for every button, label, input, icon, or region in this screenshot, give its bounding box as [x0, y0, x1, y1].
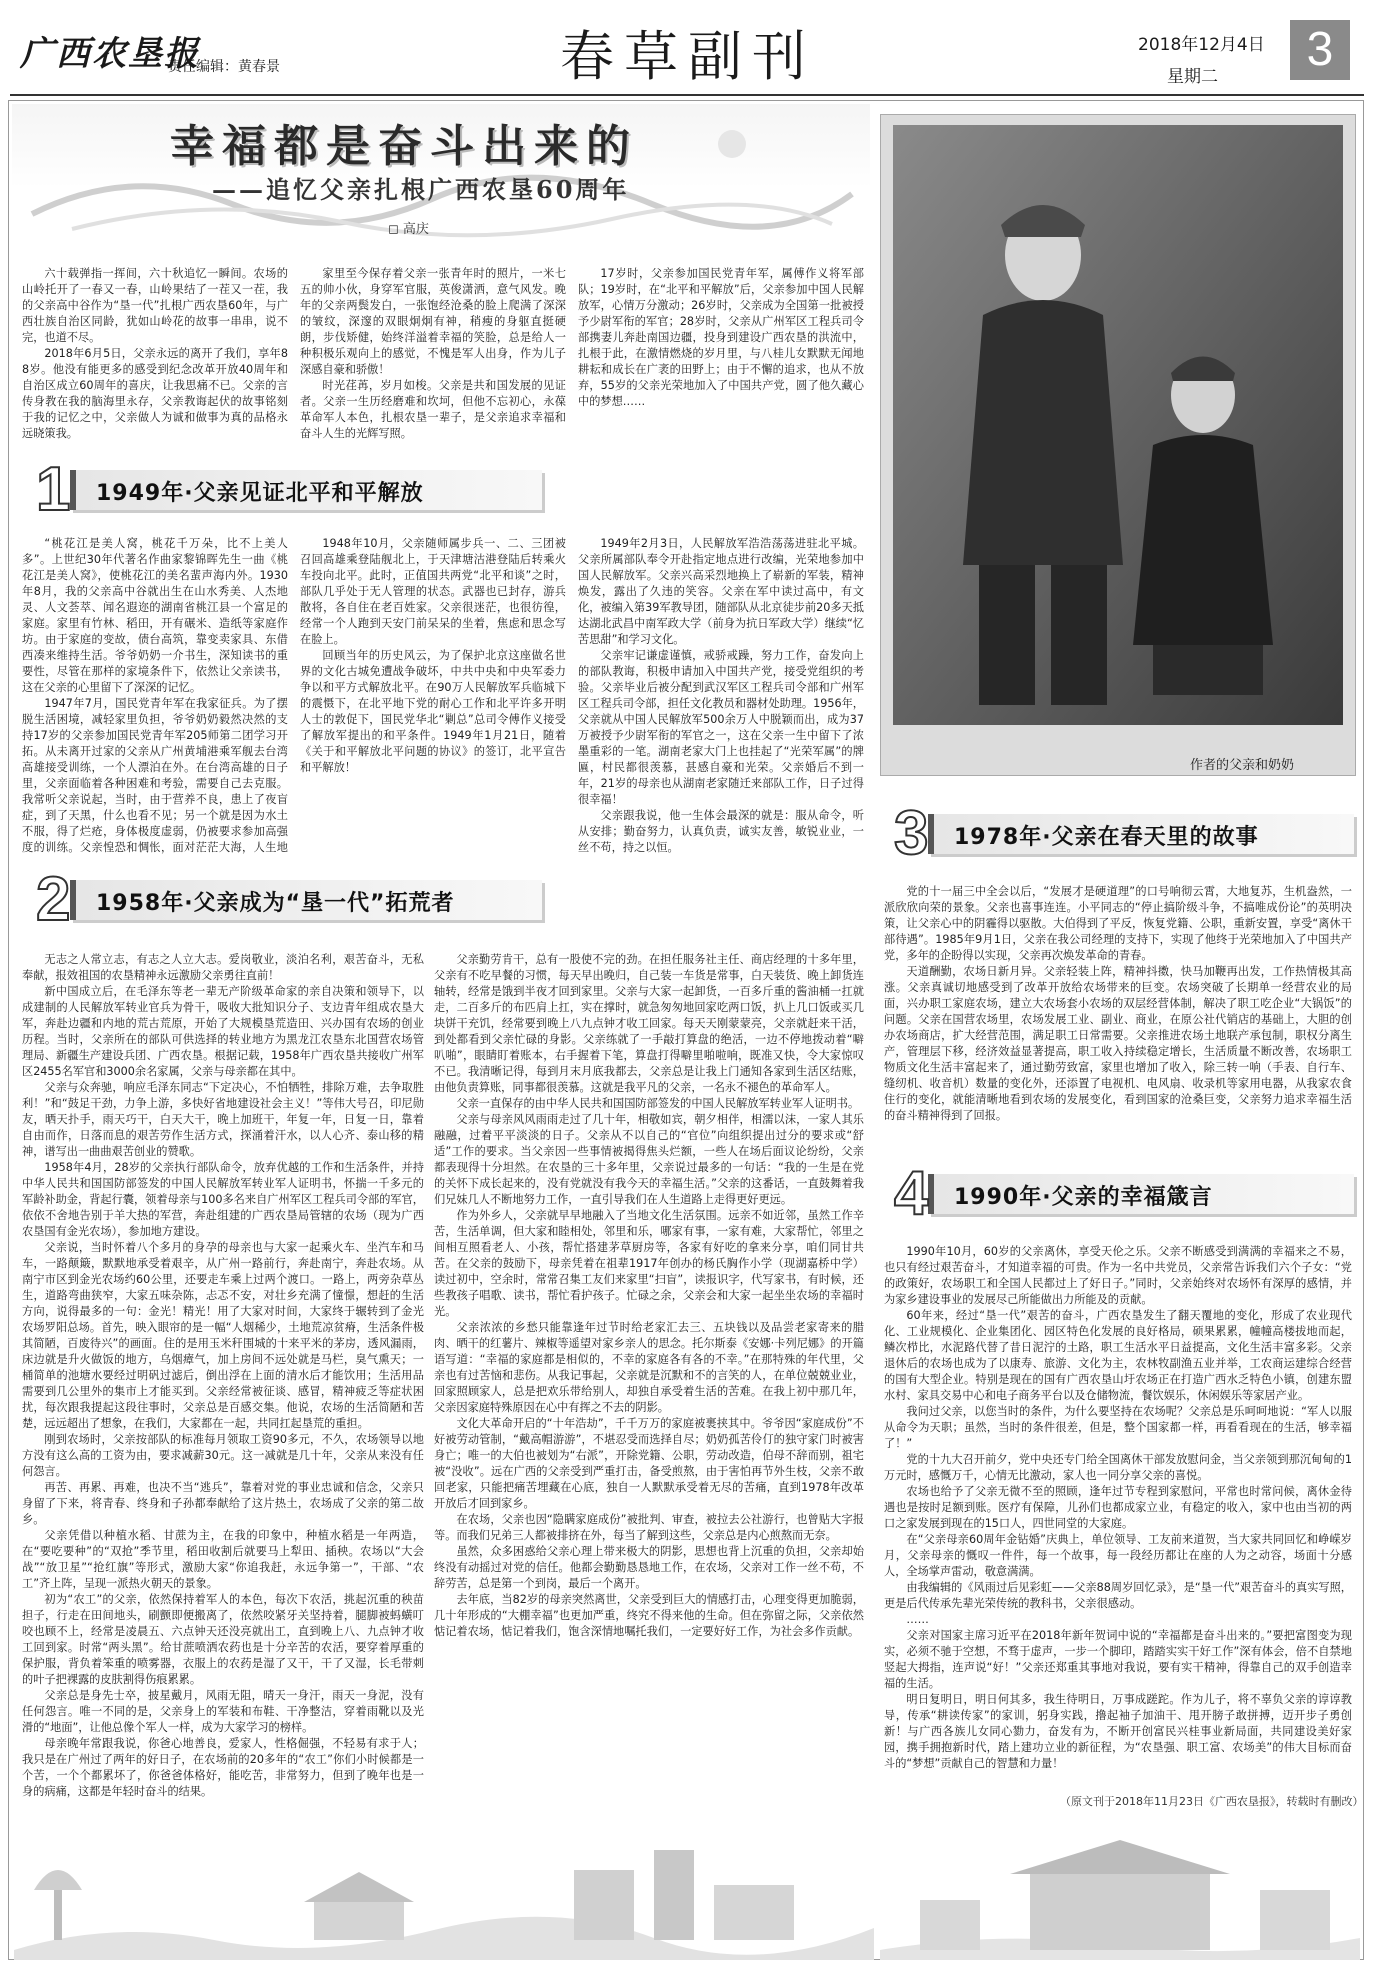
- intro-paragraph: 17岁时，父亲参加国民党青年军，属傅作义将军部队；19岁时，在“北平和平解放”后，父亲参加中国人民解放军，心情万分激动；26岁时，父亲成为全国第一批被授予少尉军衔的军官；28岁时，父亲从广州军区工程兵司令部携妻儿奔赴南国边疆，投身到建设广西农垦的洪流中，扎根于此，在激情燃烧的岁月里，与八桂儿女默默无闻地耕耘和成长在广袤的田野上；由于不懈的追求，也从不放弃，55岁的父亲光荣地加入了中国共产党，圆了他久藏心中的梦想……: [578, 267, 864, 408]
- body-paragraph: 新中国成立后，在毛泽东等老一辈无产阶级革命家的亲自决策和领导下，以成建制的人民解放军转业官兵为骨干，吸收大批知识分子、支边青年组成农垦大军，奔赴边疆和内地的荒古荒原，开始了大规模垦荒造田、兴办国有农场的创业历程。当时，父亲所在的部队可供选择的转业地方为黑龙江农垦东北国营农场管理局、新疆生产建设兵团、广西农垦。根据记载，1958年广西农垦共接收广州军区2455名军官和3000余名家属，父亲与母亲都在其中。: [22, 985, 424, 1078]
- body-paragraph: 在“父亲母亲60周年金钻婚”庆典上，单位领导、工友前来道贺，当大家共同回忆和峥嵘岁月，父亲母亲的慨叹一件件，每一个故事，每一段经历都让在座的人为之动容，场面十分感人，全场掌声雷动，敬意满满。: [884, 1533, 1352, 1578]
- body-paragraph: 父亲一直保存的由中华人民共和国国防部签发的中国人民解放军转业军人证明书。: [456, 1097, 860, 1110]
- section-number: 2: [36, 865, 71, 934]
- section-2-column-1: [22, 952, 424, 1802]
- intro-column-1: [22, 266, 288, 446]
- body-paragraph: 党的十九大召开前夕，党中央还专门给全国离休干部发放慰问金，当父亲领到那沉甸甸的1万元时，感慨万千，心情无比激动，家人也一同分享父亲的喜悦。: [884, 1453, 1352, 1482]
- masthead: [0, 0, 1374, 90]
- section-1-column-1: [22, 536, 288, 856]
- body-paragraph: 明日复明日，明日何其多，我生待明日，万事成蹉跎。作为儿子，将不辜负父亲的谆谆教导，传承“耕读传家”的家训，躬身实践，撸起袖子加油干、甩开膀子敢拼搏，迈开步子勇创新！与广西各族儿女同心勠力，奋发有为，不断开创富民兴桂事业新局面，共同建设美好家园，携手拥抱新时代，踏上建功立业的新征程，为“农垦强、职工富、农场美”的伟大目标而奋斗的“梦想”贡献自己的智慧和力量！: [884, 1693, 1352, 1770]
- photo-caption: 作者的父亲和奶奶: [1190, 758, 1295, 773]
- section-number: 4: [894, 1159, 929, 1228]
- section-2-heading: [36, 865, 536, 934]
- body-paragraph: ……: [906, 1613, 929, 1626]
- body-paragraph: 由我编辑的《风雨过后见彩虹——父亲88周岁回忆录》，是“垦一代”艰苦奋斗的真实写照，更是后代传承先辈光荣传统的教科书，父亲很感动。: [884, 1581, 1352, 1610]
- section-1-column-2: [300, 536, 566, 856]
- reprint-credit: （原文刊于2018年11月23日《广西农垦报》，转载时有删改）: [1060, 1795, 1364, 1808]
- issue-weekday: 星期二: [1167, 67, 1218, 87]
- section-title: 1949年·父亲见证北平和平解放: [96, 481, 424, 506]
- section-title: 1990年·父亲的幸福箴言: [954, 1185, 1213, 1210]
- section-4-heading: [894, 1159, 1354, 1228]
- body-paragraph: 我问过父亲，以您当时的条件，为什么要坚持在农场呢？父亲总是乐呵呵地说：“军人以服从命令为天职；虽然，当时的条件很差，但是，整个国家都一样，再看看现在的生活，够幸福了！”: [884, 1405, 1352, 1450]
- section-title: 1958年·父亲成为“垦一代”拓荒者: [96, 891, 455, 916]
- article-title: 幸福都是奋斗出来的: [170, 121, 638, 172]
- article-subtitle: ——追忆父亲扎根广西农垦60周年: [212, 175, 630, 204]
- body-paragraph: 父亲跟我说，他一生体会最深的就是：服从命令，听从安排；勤奋努力，认真负责，诚实友善，敏锐业业，一丝不苟，持之以恒。: [578, 809, 864, 854]
- page-number: 3: [1290, 20, 1350, 80]
- body-paragraph: 文化大革命开启的“十年浩劫”，千千万万的家庭被裹挟其中。爷爷因“家庭成份”不好被劳动管制，“戴高帽游游”，不堪忍受而选择自尽；奶奶孤苦伶仃的独守家门时被害身亡；唯一的大伯也被划为“右派”，开除党籍、公职，劳动改造，伯母不辞而别，祖宅被“没收”。远在广西的父亲受到严重打击，备受煎熬，由于害怕再节外生枝，父亲不敢回老家，只能把痛苦埋藏在心底，独自一人默默承受着无尽的苦痛，直到1978年改革开放后才回到家乡。: [434, 1417, 864, 1510]
- body-paragraph: 刚到农场时，父亲按部队的标准每月领取工资90多元，不久，农场领导以地方没有这么高的工资为由，要求减薪30元。这一减就是几十年，父亲从来没有任何怨言。: [22, 1433, 424, 1478]
- body-paragraph: 父亲与母亲风风雨雨走过了几十年，相敬如宾，朝夕相伴，相濡以沫，一家人其乐融融，过着平平淡淡的日子。父亲从不以自己的“官位”向组织提出过分的要求或“舒适”工作的要求。当父亲因一些事情被揭得焦头烂额，一些人在场后面议论纷纷，父亲都表现得十分坦然。在农垦的三十多年里，父亲说过最多的一句话：“我的一生是在党的关怀下成长起来的，没有党就没有我今天的幸福生活。”父亲的这番话，一直鼓舞着我们兄妹几人不断地努力工作，一直引导我们在人生道路上走得更好更远。: [434, 1113, 864, 1206]
- body-paragraph: 1948年10月，父亲随师属步兵一、二、三团被召回高雄乘登陆舰北上，于天津塘沽港登陆后转乘火车投向北平。此时，正值国共两党“北平和谈”之时，部队几乎处于无人管理的状态。武器也已封存，游兵散将，各自住在老百姓家。父亲很迷茫，也很彷徨，经常一个人跑到天安门前呆呆的坐着，焦虑和思念写在脸上。: [300, 537, 566, 646]
- issue-date: 2018年12月4日: [1138, 35, 1265, 55]
- body-paragraph: 父亲总是身先士卒，披星戴月，风雨无阻，晴天一身汗，雨天一身泥，没有任何怨言。唯一不同的是，父亲身上的军装和布鞋、干净整洁，穿着雨靴以及光滑的“地面”，让他总像个军人一样，成为大家学习的榜样。: [22, 1689, 424, 1734]
- body-paragraph: 父亲与众奔驰，响应毛泽东同志“下定决心，不怕牺牲，排除万难，去争取胜利！”和“鼓足干劲，力争上游，多快好省地建设社会主义！”等伟大号召，印尼勋友，晒天扑手，雨天巧干，白天大干，晚上加班干，年复一年，日复一日，靠着自由而作，日落而息的艰苦劳作生活方式，探涌着汗水，以人心齐、泰山移的精神，谱写出一曲曲艰苦创业的赞歌。: [22, 1081, 424, 1158]
- body-paragraph: 父亲浓浓的乡愁只能靠逢年过节时给老家汇去三、五块钱以及品尝老家寄来的腊肉、晒干的红薯片、辣椒等遥望对家乡亲人的思念。托尔斯泰《安娜·卡列尼娜》的开篇语写道：“幸福的家庭都是相似的，不幸的家庭各有各的不幸。”在那特殊的年代里，父亲也有过苦恼和悲伤。从我记事起，父亲就是沉默和不的言笑的人，在单位兢兢业业，回家照顾家人，总是把欢乐带给别人，却独自承受着生活的苦难。在我上初中那几年，父亲因家庭特殊原因在心中有挥之不去的阴影。: [434, 1321, 864, 1414]
- intro-paragraph: 2018年6月5日，父亲永远的离开了我们，享年88岁。他没有能更多的感受到纪念改革开放40周年和自治区成立60周年的喜庆，让我思痛不已。父亲的言传身教在我的脑海里永存，父亲教诲起伏的故事铭刻于我的记忆之中，父亲做人为诚和做事为真的品格永远晓策我。: [22, 347, 288, 440]
- body-paragraph: 虽然，众多困惑给父亲心理上带来极大的阴影，思想也背上沉重的负担，父亲却始终没有动摇过对党的信任。他都会勤勤恳恳地工作，在农场，父亲对工作一丝不苟，不辞劳苦，总是第一个到岗，最后一个离开。: [434, 1545, 864, 1590]
- section-number: 3: [894, 799, 929, 868]
- body-paragraph: 父亲说，当时怀着八个多月的身孕的母亲也与大家一起乘火车、坐汽车和马车，一路颠簸，默默地承受着艰辛，从广州一路前行，奔赴南宁，奔赴农场。从南宁市区到金光农场约60公里，还要走车乘上过两个渡口。一路上，两旁杂草丛生，道路弯曲狭窄，大家五味杂陈，忐忑不安，对壮乡充满了憧憬，想赶的生活方向，说得最多的一句：金光！精光！用了大家对时间，大家终于辗转到了金光农场罗阳总场。首先，映入眼帘的是一幅“人烟稀少，土地荒凉贫瘠，生活条件极其简陋，百废待兴”的画面。住的是用玉米秆围城的十来平米的茅房，透风漏雨，床边就是升火做饭的地方，乌烟瘴气，加上房间不远处就是马栏，臭气熏天；一桶简单的池塘水要经过明矾过滤后，倒出浮在上面的清水后才能饮用；生活用品需要到几公里外的集市上才能买到。父亲经常被征谈、感冒，精神疲乏等症状困扰，每次跟我提起这段往事时，父亲总是百感交集。他说，农场的生活简陋和苦楚，远远超出了想象，在我们，大家都在一起，共同扛起垦荒的重担。: [22, 1241, 424, 1430]
- section-3-column: [884, 884, 1352, 1154]
- section-2-column-2: [434, 952, 864, 1802]
- body-paragraph: 作为外乡人，父亲就早早地融入了当地文化生活氛围。远亲不如近邻，虽然工作辛苦，生活单调，但大家和睦相处，邻里和乐，哪家有事，一家有难，大家帮忙，邻里之间相互照看老人、小孩，帮忙搭建茅草厨房等，各家有好吃的拿来分享，咱们同甘共苦。在父亲的鼓励下，母亲凭着在祖辈1917年创办的杨氏胸作小学（现湖嘉桥中学）读过初中，空余时，常常召集工友们来家里“扫盲”，读报识字，代写家书，有时候，还些教孩子唱歌、读书，帮忙看护孩子。忙碌之余，父亲会和大家一起坐坐农场的幸福时光。: [434, 1209, 864, 1318]
- farm-landscape-icon: [14, 1810, 874, 1960]
- intro-paragraph: 时光荏苒，岁月如梭。父亲是共和国发展的见证者。父亲一生历经磨难和坎坷，但他不忘初心，永葆革命军人本色，扎根农垦一辈子，是父亲追求幸福和奋斗人生的光辉写照。: [300, 379, 566, 440]
- body-paragraph: 1947年7月，国民党青年军在我家征兵。为了摆脱生活困境，减轻家里负担，爷爷奶奶毅然决然的支持17岁的父亲参加国民党青年军205师第二团学习开拓。从未离开过家的父亲从广州黄埔港乘军舰去台湾高雄接受训练，一个人漂泊在外。在台湾高雄的日子里，父亲面临着各种困难和考验，需要自己去克服。我常听父亲说起，当时，由于营养不良，患上了夜盲症，到了天黑，什么也看不见；另一个就是因为水土不服，得了烂疮，身体极度虚弱，仍被要求参加高强度的训练。父亲惶恐和惆怅，面对茫茫大海，人生地: [22, 697, 288, 854]
- body-paragraph: 1990年10月，60岁的父亲离休，享受天伦之乐。父亲不断感受到满满的幸福来之不易，也只有经过艰苦奋斗，才知道幸福的可贵。作为一名中共党员，父亲常告诉我们六个子女：“党的政策好，农场职工和全国人民都过上了好日子。”同时，父亲始终对农场怀有深厚的感情，并为家乡建设事业的发展尽己所能做出力所能及的贡献。: [884, 1245, 1352, 1306]
- body-paragraph: 父亲牢记谦虚谨慎，戒骄戒躁，努力工作，奋发向上的部队教诲，积极申请加入中国共产党，接受党组织的考验。父亲毕业后被分配到武汉军区工程兵司令部和广州军区工程兵司令部，担任文化教员和器材处助理。1956年，父亲就从中国人民解放军500余万人中脱颖而出，成为37万被授予少尉军衔的军官之一，这在父亲一生中留下了浓墨重彩的一笔。湖南老家大门上也挂起了“光荣军属”的牌匾，村民都很羡慕，甚感自豪和光荣。父亲婚后不到一年，21岁的母亲也从湖南老家随迁来部队工作，日子过得很幸福！: [578, 649, 864, 806]
- section-4-column: [884, 1244, 1352, 1792]
- body-paragraph: 党的十一届三中全会以后，“发展才是硬道理”的口号响彻云霄，大地复苏，生机盎然，一派欣欣向荣的景象。父亲也喜事连连。小平同志的“停止搞阶级斗争，不搞唯成份论”的英明决策，让父亲心中的阴霾得以驱散。大伯得到了平反，恢复党籍、公职，重新安置，享受“离休干部待遇”。1985年9月1日，父亲在我公司经理的支持下，实现了他终于光荣地加入了中国共产党，多年的企盼得以实现，父亲再次焕发革命的青春。: [884, 885, 1352, 962]
- intro-paragraph: 家里至今保存着父亲一张青年时的照片，一米七五的帅小伙，身穿军官服，英俊潇洒，意气风发。晚年的父亲两鬓发白，一张饱经沧桑的脸上爬满了深深的皱纹，深邃的双眼炯炯有神，稍瘦的身躯直挺硬朗，步伐矫健，始终洋溢着幸福的笑脸，总是给人一种积极乐观向上的感觉，不愧是军人出身，作为儿子深感自豪和骄傲！: [300, 267, 566, 376]
- body-paragraph: 1958年4月，28岁的父亲执行部队命令，放弃优越的工作和生活条件，并持中华人民共和国国防部签发的中国人民解放军转业军人证明书，怀揣一千多元的军龄补助金，背起行囊，领着母亲与100多名来自广州军区工程兵司令部的军官，依依不舍地告别于羊大热的军营，奔赴组建的广西农垦局管辖的农场（现为广西农垦国有金光农场），参加地方建设。: [22, 1161, 424, 1238]
- article-byline: ◻ 高庆: [388, 222, 429, 237]
- body-paragraph: 父亲对国家主席习近平在2018年新年贺词中说的“幸福都是奋斗出来的。”要把富图变为现实，必须不驰于空想，不骛于虚声，一步一个脚印，踏踏实实干好工作”深有体会，倍不自禁地竖起大拇指，连声说“好！”父亲还郑重其事地对我说，要有实干精神，得靠自己的双手创造幸福的生活。: [884, 1629, 1352, 1690]
- body-paragraph: 农场也给予了父亲无微不至的照顾，逢年过节专程到家慰问，平常也时常问候，离休金待遇也是按时足额到账。医疗有保障，儿孙们也都成家立业，有稳定的收入，家中也由当初的两口之家发展到现在的15口人，四世同堂的大家庭。: [884, 1485, 1352, 1530]
- section-1-heading: [36, 455, 536, 524]
- intro-paragraph: 六十载弹指一挥间，六十秋追忆一瞬间。农场的山岭托开了一春又一春，山岭果结了一茬又一茬，我的父亲高中谷作为“垦一代”扎根广西农垦60年，与广西壮族自治区同龄，犹如山岭花的故事一串串，说不完，也道不尽。: [22, 267, 288, 344]
- section-title: 1978年·父亲在春天里的故事: [954, 825, 1259, 850]
- body-paragraph: 无志之人常立志，有志之人立大志。爱岗敬业，淡泊名利，艰苦奋斗，无私奉献，报效祖国的农垦精神永远激励父亲勇往直前！: [22, 953, 424, 982]
- section-1-column-3: [578, 536, 864, 856]
- body-paragraph: 父亲凭借以种植水稻、甘蔗为主，在我的印象中，种植水稻是一年两造，在“要吃要种”的“双抢”季节里，稻田收割后就要马上犁田、插秧。农场以“大会战”“放卫星”“抢红旗”等形式，激励大家“你追我赶，永远争第一”，干部、“农工”齐上阵，呈现一派热火朝天的景象。: [22, 1529, 424, 1590]
- section-3-heading: [894, 799, 1354, 868]
- masthead-rule: [10, 94, 1364, 96]
- body-paragraph: 再苦、再累、再难，也决不当“逃兵”，靠着对党的事业忠诚和信念，父亲只身留了下来，将青春、终身和子孙都奉献给了这片热土，农场成了父亲的第二故乡。: [22, 1481, 424, 1526]
- responsible-editor: 责任编辑：黄春景: [168, 59, 280, 75]
- newspaper-logo: 广西农垦报: [20, 34, 200, 74]
- body-paragraph: 母亲晚年常跟我说，你爸心地善良，爱家人，性格倔强，不轻易有求于人；我只是在广州过了两年的好日子，在农场前的20多年的“农工”你们小时候都是一个苦，一个个都累坏了，你爸爸体格好，能吃苦，非常努力，但到了晚年也是一身的病痛，这都是年轻时奋斗的结果。: [22, 1737, 424, 1798]
- body-paragraph: 60年来，经过“垦一代”艰苦的奋斗，广西农垦发生了翻天覆地的变化，形成了农业现代化、工业规模化、企业集团化、园区特色化发展的良好格局，硕果累累，幢幢高楼拔地而起，鳞次栉比，水泥路代替了昔日泥泞的土路，职工生活水平日益提高，文化生活丰富多彩。父亲退休后的农场也成为了以康寿、旅游、文化为主，农林牧副渔五业并举，工农商运建综合经营的国有大型企业。特别是现在的国有广西农垦山圩农场正在打造广西水乏特色小镇，创建东盟水村、家具交易中心和电子商务平台以及仓储物流，餐饮娱乐，休闲娱乐等家居产业。: [884, 1309, 1352, 1402]
- body-paragraph: 1949年2月3日，人民解放军浩浩荡荡进驻北平城。父亲所属部队奉令开赴指定地点进行改编，光荣地参加中国人民解放军。父亲兴高采烈地换上了崭新的军装，精神焕发，露出了久违的笑容。父亲在军中读过高中，有文化，被编入第39军教导团，随部队从北京徒步前20多天抵达湖北武昌中南军政大学（前身为抗日军政大学）继续“忆苦思甜”和学习文化。: [578, 537, 864, 646]
- section-number: 1: [36, 455, 71, 524]
- body-paragraph: 回顾当年的历史风云，为了保护北京这座做名世界的文化古城免遭战争破坏，中共中央和中央军委力争以和平方式解放北平。在90万人民解放军兵临城下的震慑下，在北平地下党的耐心工作和北平许多开明人士的敦促下，国民党华北“剿总”总司令傅作义接受了解放军提出的和平条件。1949年1月21日，随着《关于和平解放北平问题的协议》的签订，北平宣告和平解放！: [300, 649, 566, 774]
- body-paragraph: 初为“农工”的父亲，依然保持着军人的本色，每次下农活，挑起沉重的秧苗担子，行走在田间地头，刷颤即便搬离了，依然咬紧牙关坚持着，腿脚被蚂蟥叮咬也顾不上，经常是凌晨五、六点钟天还没亮就出工，直到晚上八、九点钟才收工回到家。时常“两头黑”。给甘蔗喷洒农药也是十分辛苦的农活，要穿着厚重的保护服，背负着笨重的喷雾器，衣服上的农药是湿了又干，干了又湿，长毛带刺的叶子把裸露的皮肤割得伤痕累累。: [22, 1593, 424, 1686]
- section-title: 春草副刊: [560, 25, 816, 88]
- body-paragraph: “桃花江是美人窝，桃花千万朵，比不上美人多”。上世纪30年代著名作曲家黎锦晖先生一曲《桃花江是美人窝》，使桃花江的美名蜚声海内外。1930年8月，我的父亲高中谷就出生在山水秀美、人杰地灵、人文荟萃、闻名遐迩的湖南省桃江县一个富足的家庭。家里有竹林、稻田，开有碾米、造纸等家庭作坊。由于家庭的变故，债台高筑，靠变卖家具、东借西凑来维持生活。爷爷奶奶一介书生，深知读书的重要性，尽管在那样的家境条件下，依然让父亲读书，这在父亲的心里留下了深深的记忆。: [22, 537, 288, 694]
- body-paragraph: 在农场，父亲也因“隐瞒家庭成份”被批判、审查，被拉去公社游行，也曾贴大字报等。而我们兄弟三人都被排挤在外，每当了解到这些，父亲总是内心煎熬而无奈。: [434, 1513, 864, 1542]
- intro-column-3: [578, 266, 864, 446]
- historical-photo: [880, 114, 1356, 776]
- photo-portrait-icon: [893, 125, 1343, 725]
- city-skyline-icon: [880, 1830, 1360, 1960]
- body-paragraph: 父亲勤劳肯干，总有一股使不完的劲。在担任服务社主任、商店经理的十多年里，父亲有不吃早餐的习惯，每天早出晚归，自己装一车货是常事，白天装货、晚上卸货连轴转，经常是饿到半夜才回到家里。父亲与大家一起卸货，一百多斤重的酱油桶一扛就走，二百多斤的布匹肩上扛，实在撑时，就急匆匆地回家吃两口饭，扒上几口饭或买几块饼干充饥，经常要到晚上八九点钟才收工回家。每天天刚蒙蒙亮，父亲就赶来干活，到处都看到父亲忙碌的身影。父亲练就了一手敲打算盘的绝活，一边不停地拨动着“噼叭啪”，眼睛盯着账本，右手握着下笔，算盘打得噼里啪啦响，既准又快，令大家惊叹不已。我清晰记得，每到月末月底我都去，父亲总是让我上门通知各家到生活区结账，由他负责算账，同事都很羡慕。这就是我平凡的父亲，一名永不褪色的革命军人。: [434, 953, 864, 1094]
- intro-column-2: [300, 266, 566, 446]
- body-paragraph: 天道酬勤，农场日新月异。父亲轻装上阵，精神抖擞，快马加鞭再出发，工作热情极其高涨。父亲真诚切地感受到了改革开放给农场带来的巨变。农场突破了长期单一经营农业的局面，兴办职工家庭农场，建立大农场套小农场的双层经营体制，解决了职工吃企业“大锅饭”的问题。父亲在国营农场里，农场发展工业、副业、商业，在原公社代销店的基础上，大胆的创办农场商店，扩大经营范围，满足职工日常需要。父亲推进农场土地联产承包制，职权分离生产，管理层下移，经济效益显著提高，职工收入持续稳定增长，生活质量不断改善，农场职工物质文化生活丰富起来了，通过勤劳致富，家里也增加了收入，除三转一响（手表、自行车、缝纫机、收音机）数量的变化外，还添置了电视机、电风扇、收录机等家用电器，从我家农食住行的变化，就能清晰地看到农场的发展变化，看到国家的沧桑巨变，父亲努力追求幸福生活的奋斗精神得到了回报。: [884, 965, 1352, 1122]
- body-paragraph: 去年底，当82岁的母亲突然离世，父亲受到巨大的情感打击，心理变得更加脆弱，几十年形成的“大棚幸福”也更加严重，终究不得来他的生命。但在弥留之际，父亲依然惦记着农场，惦记着我们，饱含深情地嘱托我们，一定要好好工作，为社会多作贡献。: [434, 1593, 864, 1638]
